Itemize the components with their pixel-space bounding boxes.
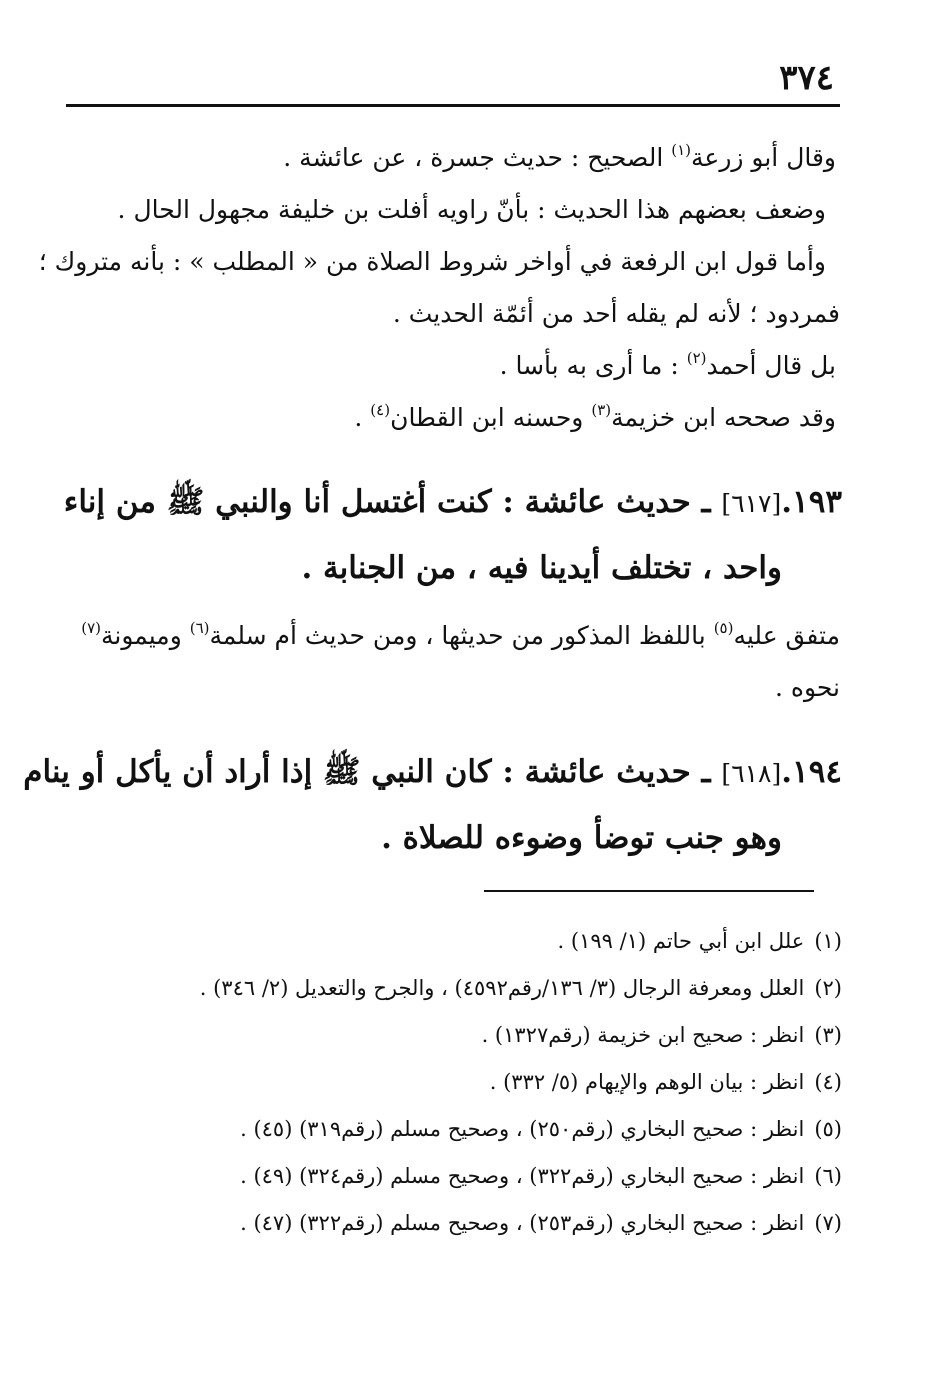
paragraph-line: وأما قول ابن الرفعة في أواخر شروط الصلاة من « المطلب » : بأنه متروك ؛ [38,247,826,276]
footnote [122,1153,842,1200]
footnote-number: (٦) [814,1164,842,1188]
hadith-heading-line: وهو جنب توضأ وضوءه للصلاة . [381,820,782,856]
footnote-marker: (١) [671,141,692,159]
footnote [122,918,842,965]
footnote-text: علل ابن أبي حاتم (١/ ١٩٩) . [557,929,805,953]
hadith-heading-line: ١٩٣.[٦١٧] ـ حديث عائشة : كنت أغتسل أنا والنبي ﷺ من إناء [63,484,842,520]
paragraph-line: وضعف بعضهم هذا الحديث : بأنّ راويه أفلت بن خليفة مجهول الحال . [117,195,826,224]
hadith-number: ١٩٤ [792,754,842,790]
footnote-text: انظر : صحيح البخاري (رقم٢٥٣) ، وصحيح مسلم (رقم٣٢٢) (٤٧) . [240,1211,805,1235]
footnote-separator [484,890,814,892]
hadith-number: ١٩٣ [792,484,842,520]
footnote-marker: (٧) [81,619,102,637]
hadith-heading-line: واحد ، تختلف أيدينا فيه ، من الجنابة . [301,550,782,586]
hadith-heading-193 [63,470,842,600]
footnote [122,1012,842,1059]
footnote-marker: (٦) [189,619,210,637]
footnote-text: انظر : صحيح البخاري (رقم٣٢٢) ، وصحيح مسلم (رقم٣٢٤) (٤٩) . [240,1164,805,1188]
footnote-text: انظر : صحيح ابن خزيمة (رقم١٣٢٧) . [481,1023,805,1047]
footnote [122,1106,842,1153]
footnote [122,965,842,1012]
footnote [122,1059,842,1106]
footnote-number: (٢) [814,976,842,1000]
footnote [122,1200,842,1247]
paragraph-line: وقال أبو زرعة$^{(١)}$ الصحيح : حديث جسرة ، عن عائشة . [283,141,836,172]
commentary-block [38,132,840,444]
footnote-text: انظر : صحيح البخاري (رقم٢٥٠) ، وصحيح مسلم (رقم٣١٩) (٤٥) . [240,1117,805,1141]
paragraph-line: فمردود ؛ لأنه لم يقله أحد من أئمّة الحديث . [392,299,840,328]
footnote-marker: (٥) [713,619,734,637]
page-number: ٣٧٤ [779,58,834,98]
footnote-text: انظر : بيان الوهم والإيهام (٥/ ٣٣٢) . [489,1070,805,1094]
paragraph-line: وقد صححه ابن خزيمة$^{(٣)}$ وحسنه ابن القطان$^{(٤)}$ . [354,401,836,432]
footnote-marker: (٣) [591,401,612,419]
paragraph-line: بل قال أحمد$^{(٢)}$ : ما أرى به بأسا . [499,349,836,380]
footnote-number: (٣) [814,1023,842,1047]
footnotes-list [122,918,842,1247]
footnote-number: (٧) [814,1211,842,1235]
footnote-marker: (٢) [686,349,707,367]
footnote-number: (١) [814,929,842,953]
footnote-number: (٤) [814,1070,842,1094]
takhrij-block [80,610,840,714]
hadith-heading-line: ١٩٤.[٦١٨] ـ حديث عائشة : كان النبي ﷺ إذا أراد أن يأكل أو ينام [23,754,842,790]
footnote-text: العلل ومعرفة الرجال (٣/ ١٣٦/رقم٤٥٩٢) ، والجرح والتعديل (٢/ ٣٤٦) . [199,976,805,1000]
paragraph-line: متفق عليه$^{(٥)}$ باللفظ المذكور من حديثها ، ومن حديث أم سلمة$^{(٦)}$ وميمونة$^{(٧)}$ [81,619,840,650]
paragraph-line: نحوه . [774,673,840,702]
footnote-marker: (٤) [370,401,391,419]
hadith-heading-194 [23,740,842,870]
hadith-reference: [٦١٨] [721,759,782,788]
footnote-number: (٥) [814,1117,842,1141]
hadith-reference: [٦١٧] [721,489,782,518]
header-rule [66,104,840,107]
